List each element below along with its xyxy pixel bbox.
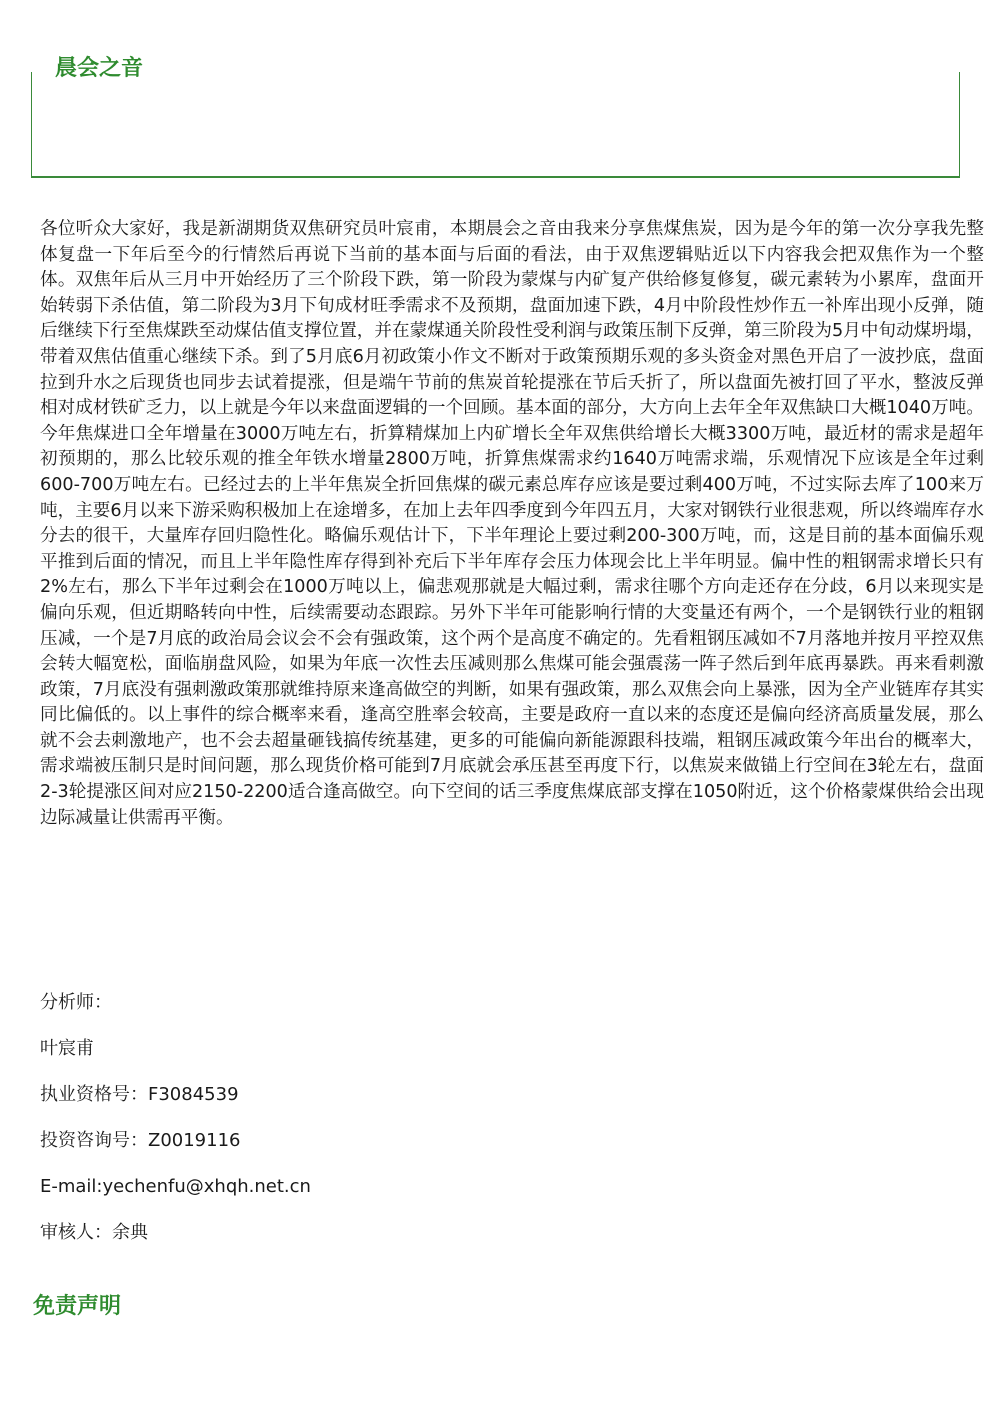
- section-title: 晨会之音: [53, 54, 145, 84]
- analyst-role-label: 分析师：: [40, 992, 112, 1013]
- analyst-info: [40, 990, 311, 1266]
- disclaimer-title: 免责声明: [33, 1294, 122, 1319]
- article-body: 各位听众大家好，我是新湖期货双焦研究员叶宸甫，本期晨会之音由我来分享焦煤焦炭，因为是今年的第一次分享我先整体复盘一下年后至今的行情然后再说下当前的基本面与后面的看法，由于双焦逻辑贴近以下内容我会把双焦作为一个整体。双焦年后从三月中开始经历了三个阶段下跌，第一阶段为蒙煤与内矿复产供给修复修复，碳元素转为小累库，盘面开始转弱下杀估值，第二阶段为3月下旬成材旺季需求不及预期，盘面加速下跌，4月中阶段性炒作五一补库出现小反弹，随后继续下行至焦煤跌至动煤估值支撑位置，并在蒙煤通关阶段性受利润与政策压制下反弹，第三阶段为5月中旬动煤坍塌，带着双焦估值重心继续下杀。到了5月底6月初政策小作文不断对于政策预期乐观的多头资金对黑色开启了一波抄底，盘面拉到升水之后现货也同步去试着提涨，但是端午节前的焦炭首轮提涨在节后夭折了，所以盘面先被打回了平水，整波反弹相对成材铁矿乏力，以上就是今年以来盘面逻辑的一个回顾。基本面的部分，大方向上去年全年双焦缺口大概1040万吨。今年焦煤进口全年增量在3000万吨左右，折算精煤加上内矿增长全年双焦供给增长大概3300万吨，最近材的需求是超年初预期的，那么比较乐观的推全年铁水增量2800万吨，折算焦煤需求约1640万吨需求端，乐观情况下应该是全年过剩600-700万吨左右。已经过去的上半年焦炭全折回焦煤的碳元素总库存应该是要过剩400万吨，不过实际去库了100来万吨，主要6月以来下游采购积极加上在途增多，在加上去年四季度到今年四五月，大家对钢铁行业很悲观，所以终端库存水分去的很干，大量库存回归隐性化。略偏乐观估计下，下半年理论上要过剩200-300万吨，而，这是目前的基本面偏乐观平推到后面的情况，而且上半年隐性库存得到补充后下半年库存会压力体现会比上半年明显。偏中性的粗钢需求增长只有2%左右，那么下半年过剩会在1000万吨以上，偏悲观那就是大幅过剩，需求往哪个方向走还存在分歧，6月以来现实是偏向乐观，但近期略转向中性，后续需要动态跟踪。另外下半年可能影响行情的大变量还有两个，一个是钢铁行业的粗钢压减，一个是7月底的政治局会议会不会有强政策，这个两个是高度不确定的。先看粗钢压减如不7月落地并按月平控双焦会转大幅宽松，面临崩盘风险，如果为年底一次性去压减则那么焦煤可能会强震荡一阵子然后到年底再暴跌。再来看刺激政策，7月底没有强刺激政策那就维持原来逢高做空的判断，如果有强政策，那么双焦会向上暴涨，因为全产业链库存其实同比偏低的。以上事件的综合概率来看，逢高空胜率会较高，主要是政府一直以来的态度还是偏向经济高质量发展，那么就不会去刺激地产，也不会去超量砸钱搞传统基建，更多的可能偏向新能源跟科技端，粗钢压减政策今年出台的概率大，需求端被压制只是时间问题，那么现货价格可能到7月底就会承压甚至再度下行，以焦炭来做锚上行空间在3轮左右，盘面2-3轮提涨区间对应2150-2200适合逢高做空。向下空间的话三季度焦煤底部支撑在1050附近，这个价格蒙煤供给会出现边际减量让供需再平衡。: [40, 219, 984, 828]
- analyst-consult-number: 投资咨询号：Z0019116: [40, 1130, 241, 1151]
- analyst-email: E-mail:yechenfu@xhqh.net.cn: [40, 1176, 311, 1197]
- analyst-license: 执业资格号：F3084539: [40, 1084, 239, 1105]
- analyst-name: 叶宸甫: [40, 1038, 94, 1059]
- reviewer: 审核人：余典: [40, 1222, 148, 1243]
- section-frame: [31, 72, 960, 178]
